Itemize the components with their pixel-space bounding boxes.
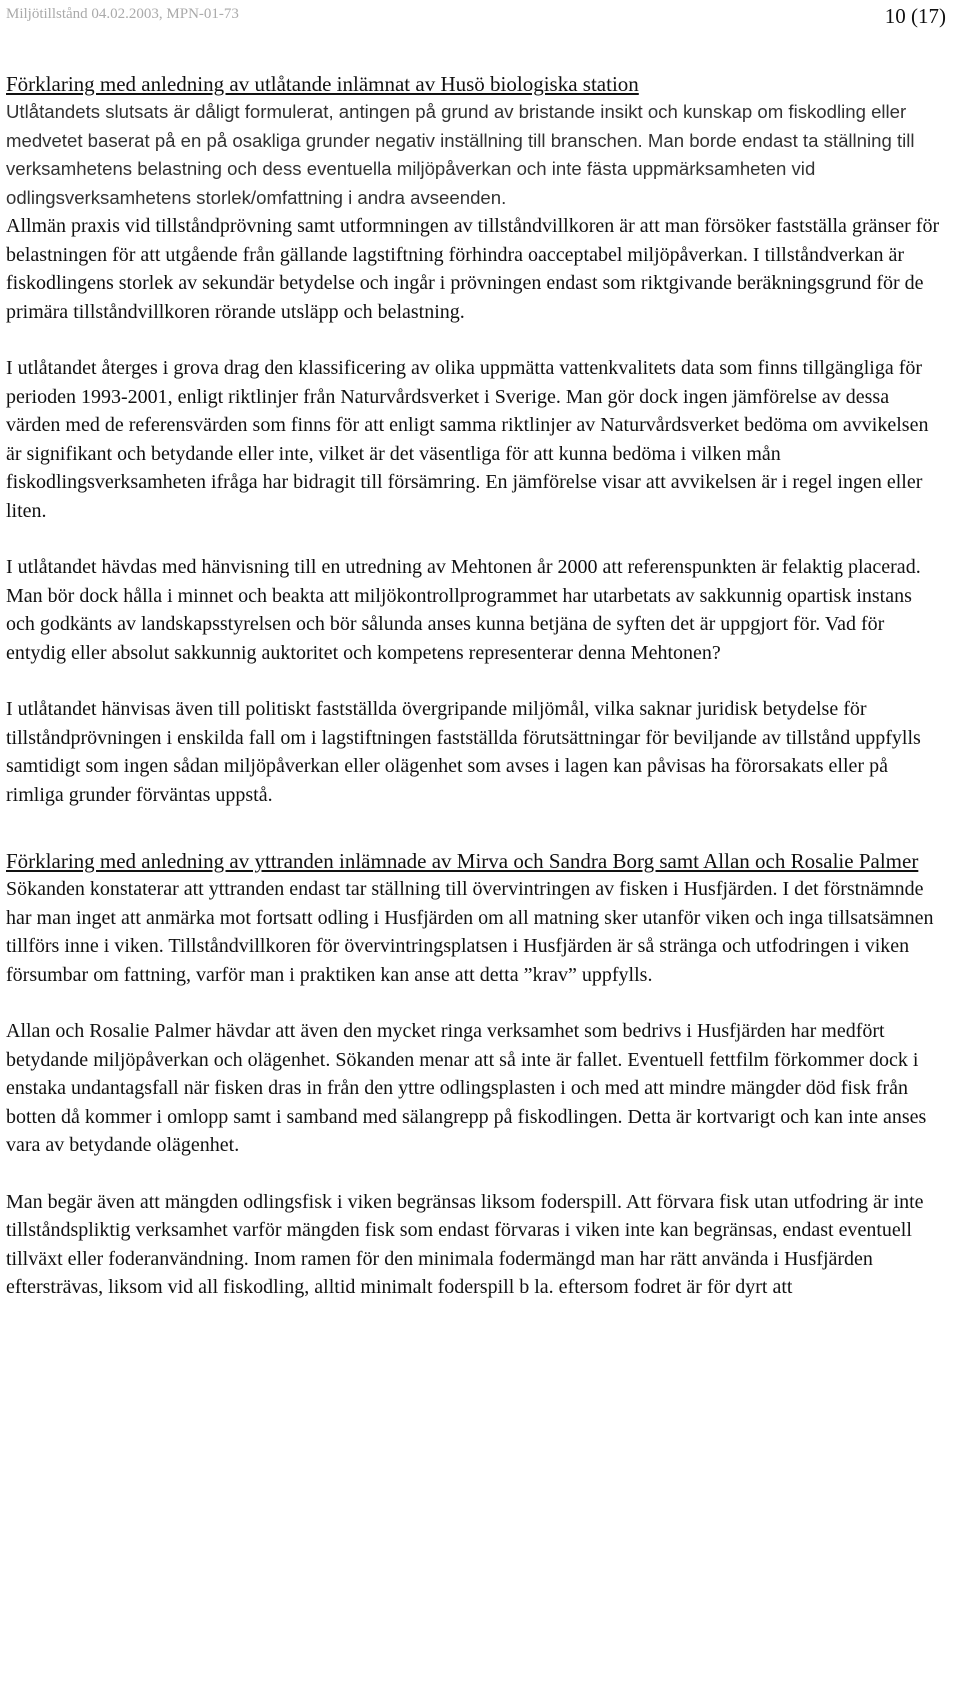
paragraph-conclusion: Utlåtandets slutsats är dåligt formulerat, antingen på grund av bristande insikt och kunskap om fiskodling eller medvetet baserat på en på osakliga grunder negativ inställning till branschen. Man borde endast ta ställning till verksamhetens belastning och dess eventuella miljöpåverkan och inte fästa uppmärksamheten vid odlingsverksamhetens storlek/omfattning i andra avseenden. bbox=[6, 101, 915, 208]
page-header bbox=[6, 0, 944, 34]
section-heading-borg-palmer: Förklaring med anledning av yttranden inlämnade av Mirva och Sandra Borg samt Allan och Rosalie Palmer bbox=[6, 849, 919, 873]
paragraph-praxis: Allmän praxis vid tillståndprövning samt utformningen av tillståndvillkoren är att man försöker fastställa gränser för belastningen för att utgående från gällande lagstiftning förhindra oacceptabel miljöpåverkan. I tillståndverkan är fiskodlingens storlek av sekundär betydelse och ingår i prövningen endast som riktgivande beräkningsgrund för de primära tillståndvillkoren rörande utsläpp och belastning. bbox=[6, 215, 940, 323]
paragraph-overwintering: Sökanden konstaterar att yttranden endast tar ställning till övervintringen av fisken i Husfjärden. I det förstnämnde har man inget att anmärka mot fortsatt odling i Husfjärden om all matning sker utanför viken och inga tillsatsämnen tillförs inne i viken. Tillståndvillkoren för övervintringsplatsen i Husfjärden är så stränga och utfodringen i viken försumbar om fattning, varför man i praktiken kan anse att detta ”krav” uppfylls. bbox=[6, 878, 934, 986]
paragraph-classification: I utlåtandet återges i grova drag den klassificering av olika uppmätta vattenkvalitets data som finns tillgängliga för perioden 1993-2001, enligt riktlinjer från Naturvårdsverket i Sverige. Man gör dock ingen jämförelse av dessa värden med de referensvärden som finns för att enligt samma riktlinjer av Naturvårdsverket bedöma om avvikelsen är signifikant och betydande eller inte, vilket är det väsentliga för att kunna bedöma i vilken mån fiskodlingsverksamheten ifråga har bidragit till försämring. En jämförelse visar att avvikelsen är i regel ingen eller liten. bbox=[6, 357, 929, 522]
paragraph-environmental-goals: I utlåtandet hänvisas även till politiskt fastställda övergripande miljömål, vilka saknar juridisk betydelse för tillståndprövningen i enskilda fall om i lagstiftningen fastställda förutsättningar för beviljande av tillstånd uppfylls samtidigt som ingen sådan miljöpåverkan eller olägenhet som avses i lagen kan påvisas ha förorsakats eller på rimliga grunder förväntas uppstå. bbox=[6, 698, 921, 806]
section-heading-husoe: Förklaring med anledning av utlåtande inlämnat av Husö biologiska station bbox=[6, 72, 639, 96]
document-page bbox=[6, 0, 944, 1302]
paragraph-spacer bbox=[6, 1160, 944, 1188]
paragraph-mehtonen: I utlåtandet hävdas med hänvisning till en utredning av Mehtonen år 2000 att referenspunkten är felaktig placerad. Man bör dock hålla i minnet och beakta att miljökontrollprogrammet har utarbetats av sakkunnig opartisk instans och godkänts av landskapsstyrelsen och bör sålunda anses kunna betjäna de syften det är uppgjort för. Vad för entydig eller absolut sakkunnig auktoritet och kompetens representerar denna Mehtonen? bbox=[6, 556, 921, 664]
paragraph-spacer bbox=[6, 989, 944, 1017]
paragraph-spacer bbox=[6, 667, 944, 695]
paragraph-palmer-claims: Allan och Rosalie Palmer hävdar att även den mycket ringa verksamhet som bedrivs i Husfjärden har medfört betydande miljöpåverkan och olägenhet. Sökanden menar att så inte är fallet. Eventuell fettfilm förkommer dock i enstaka undantagsfall när fisken dras in från den yttre odlingsplasten i och med att mindre mängder död fisk från botten då kommer i omlopp samt i samband med sälangrepp på fiskodlingen. Detta är kortvarigt och kan inte anses vara av betydande olägenhet. bbox=[6, 1020, 927, 1156]
paragraph-spacer bbox=[6, 525, 944, 553]
paragraph-spacer bbox=[6, 326, 944, 354]
paragraph-fish-quantity: Man begär även att mängden odlingsfisk i viken begränsas liksom foderspill. Att förvara fisk utan utfodring är inte tillståndspliktig verksamhet varför mängden fisk som endast förvaras i viken inte kan begränsas, endast eventuell tillväxt eller foderanvändning. Inom ramen för den minimala fodermängd man har rätt använda i Husfjärden eftersträvas, liksom vid all fiskodling, alltid minimalt foderspill b la. eftersom fodret är för dyrt att bbox=[6, 1190, 924, 1298]
header-document-reference: Miljötillstånd 04.02.2003, MPN-01-73 bbox=[6, 6, 239, 22]
page-number: 10 (17) bbox=[884, 4, 946, 28]
